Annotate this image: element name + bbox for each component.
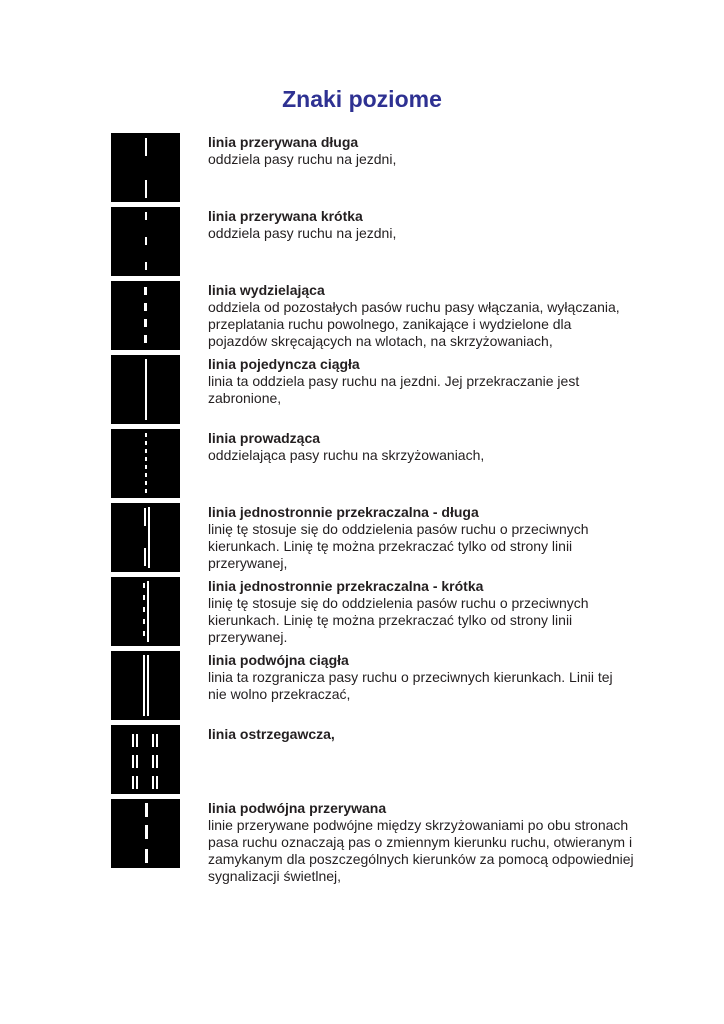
list-item [111, 799, 671, 884]
item-description: linię tę stosuje się do oddzielenia pasów ruchu o przeciwnych kierunkach. Linię tę można przekraczać tylko od strony linii przerywanej. [208, 595, 589, 645]
item-heading: linia ostrzegawcza, [208, 726, 335, 742]
double-solid-line-icon [111, 651, 180, 720]
item-heading: linia jednostronnie przekraczalna - długa [208, 504, 479, 520]
list-item [111, 281, 671, 351]
list-item [111, 355, 671, 425]
item-description: linia ta rozgranicza pasy ruchu o przeciwnych kierunkach. Linii tej nie wolno przekraczać, [208, 669, 613, 702]
item-description: linie przerywane podwójne między skrzyżowaniami po obu stronach pasa ruchu oznaczają pas o zmiennym kierunku ruchu, otwieranym i zamykanym dla poszczególnych kierunków za pomocą odpowiedniej sygnalizacji świetlnej, [208, 817, 634, 884]
one-side-crossable-short-icon [111, 577, 180, 646]
separating-line-icon [111, 281, 180, 350]
item-description: oddziela od pozostałych pasów ruchu pasy włączania, wyłączania, przeplatania ruchu powolnego, zanikające i wydzielone dla pojazdów skręcających na wlotach, na skrzyżowaniach, [208, 299, 620, 349]
list-item [111, 207, 671, 277]
item-heading: linia wydzielająca [208, 282, 325, 298]
list-item [111, 503, 671, 573]
item-heading: linia przerywana krótka [208, 208, 363, 224]
item-heading: linia podwójna ciągła [208, 652, 349, 668]
item-heading: linia przerywana długa [208, 134, 359, 150]
long-dashed-line-icon [111, 133, 180, 202]
item-description: oddziela pasy ruchu na jezdni, [208, 151, 397, 167]
item-heading: linia pojedyncza ciągła [208, 356, 360, 372]
double-dashed-line-icon [111, 799, 180, 868]
list-item [111, 725, 671, 795]
item-heading: linia jednostronnie przekraczalna - krótka [208, 578, 484, 594]
single-solid-line-icon [111, 355, 180, 424]
item-heading: linia prowadząca [208, 430, 321, 446]
item-description: linię tę stosuje się do oddzielenia pasów ruchu o przeciwnych kierunkach. Linię tę można przekraczać tylko od strony linii przerywanej, [208, 521, 589, 571]
list-item [111, 133, 671, 203]
item-heading: linia podwójna przerywana [208, 800, 387, 816]
item-description: oddzielająca pasy ruchu na skrzyżowaniach, [208, 447, 485, 463]
item-description: oddziela pasy ruchu na jezdni, [208, 225, 397, 241]
warning-line-icon [111, 725, 180, 794]
list-item [111, 577, 671, 647]
list-item [111, 429, 671, 499]
item-description: linia ta oddziela pasy ruchu na jezdni. Jej przekraczanie jest zabronione, [208, 373, 580, 406]
page-title: Znaki poziome [282, 86, 442, 112]
guide-line-icon [111, 429, 180, 498]
list-item [111, 651, 671, 721]
short-dashed-line-icon [111, 207, 180, 276]
one-side-crossable-long-icon [111, 503, 180, 572]
